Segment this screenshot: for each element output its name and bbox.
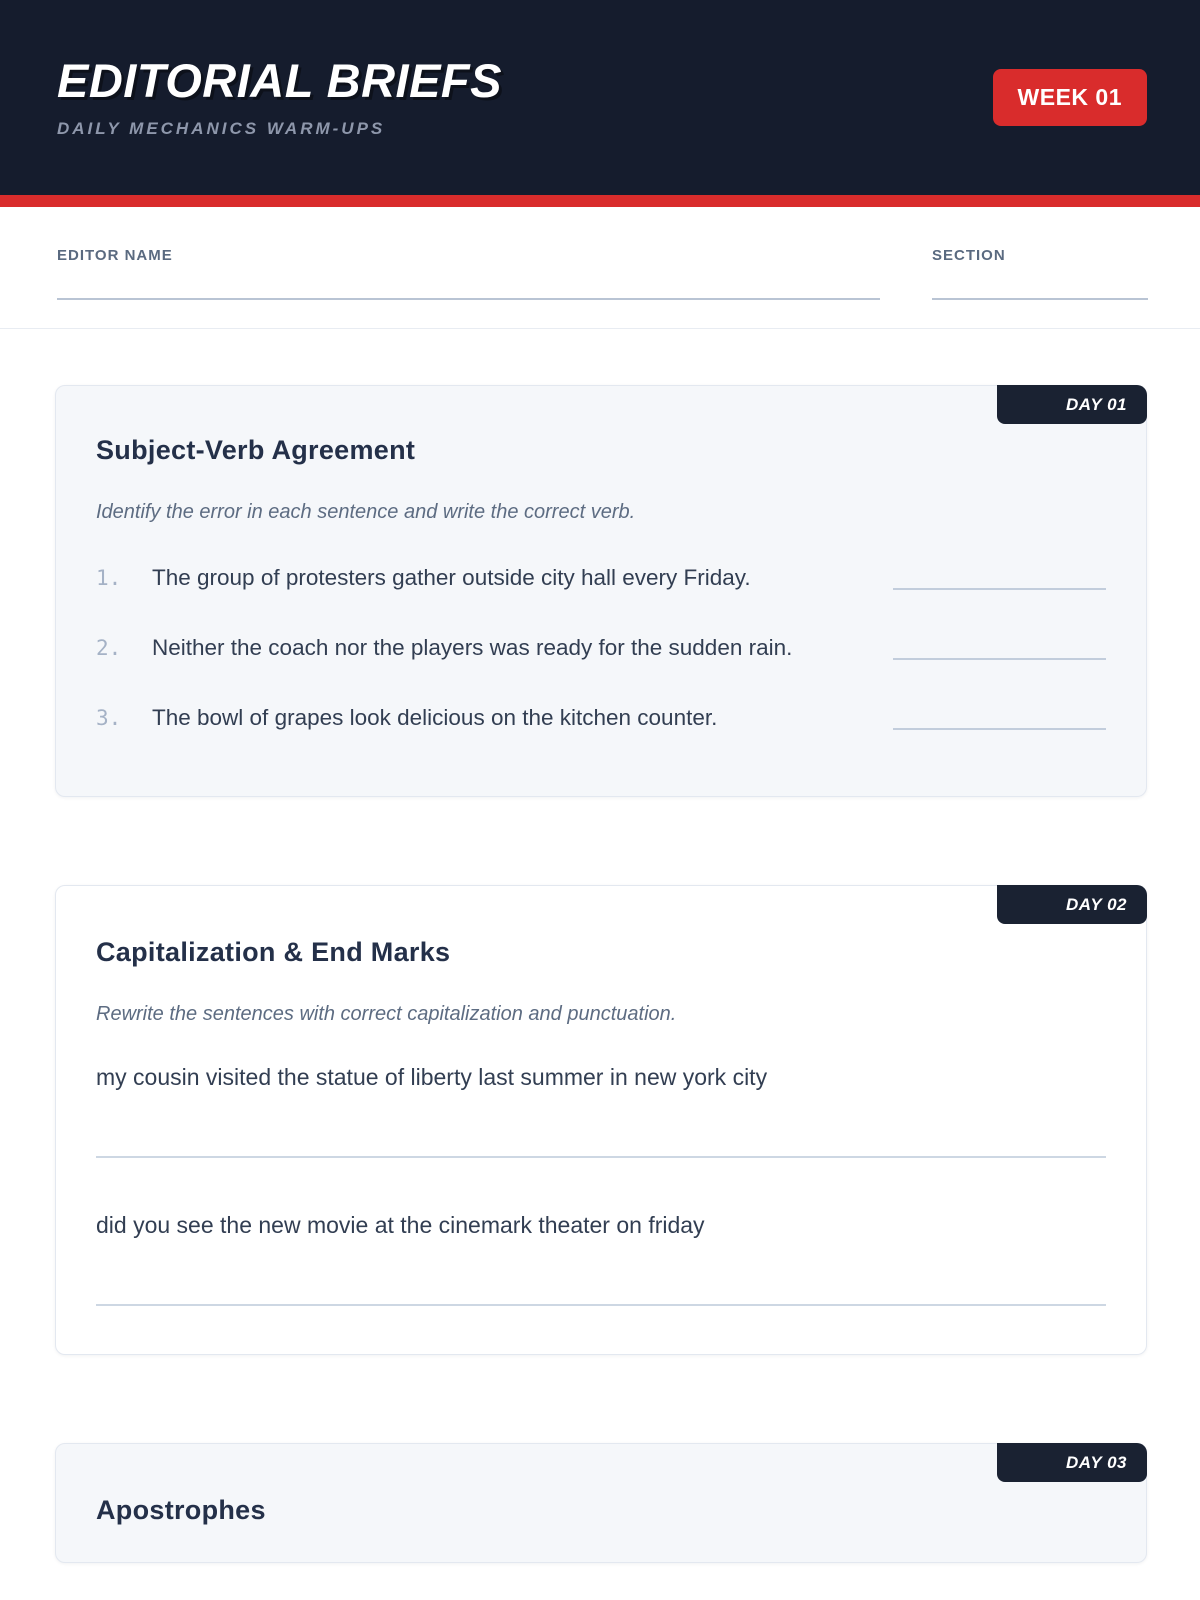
masthead-text-block (57, 53, 502, 139)
day-03-badge: DAY 03 (997, 1443, 1147, 1482)
accent-stripe (0, 195, 1200, 207)
day-card-02 (55, 885, 1147, 1355)
section-field (932, 247, 1148, 300)
exercise-item-3 (96, 698, 1106, 738)
page-title: EDITORIAL BRIEFS (57, 53, 502, 107)
item-sentence: The bowl of grapes look delicious on the kitchen counter. (152, 705, 718, 730)
day-02-instructions: Rewrite the sentences with correct capitalization and punctuation. (96, 1003, 677, 1025)
answer-blank-2[interactable] (893, 658, 1106, 660)
rewrite-answer-line-1[interactable] (96, 1156, 1106, 1158)
item-sentence: Neither the coach nor the players was ready for the sudden rain. (152, 635, 793, 660)
exercise-item-1 (96, 558, 1106, 598)
day-card-03 (55, 1443, 1147, 1563)
rewrite-item-1 (96, 1062, 1106, 1158)
editor-name-input-line[interactable] (57, 298, 880, 300)
day-01-instructions: Identify the error in each sentence and write the correct verb. (96, 501, 636, 523)
masthead (0, 0, 1200, 195)
day-01-badge: DAY 01 (997, 385, 1147, 424)
rewrite-answer-line-2[interactable] (96, 1304, 1106, 1306)
answer-blank-1[interactable] (893, 588, 1106, 590)
rewrite-sentence: did you see the new movie at the cinemark theater on friday (96, 1212, 705, 1238)
week-badge: WEEK 01 (993, 69, 1147, 126)
identity-row (0, 207, 1200, 329)
rewrite-item-2 (96, 1210, 1106, 1306)
item-sentence: The group of protesters gather outside city hall every Friday. (152, 565, 751, 590)
day-02-badge: DAY 02 (997, 885, 1147, 924)
item-number: 2. (96, 636, 122, 660)
page-subtitle: DAILY MECHANICS WARM-UPS (57, 119, 386, 139)
day-03-title: Apostrophes (96, 1495, 266, 1525)
section-input-line[interactable] (932, 298, 1148, 300)
editor-name-field (57, 247, 880, 300)
day-card-01 (55, 385, 1147, 797)
exercise-item-2 (96, 628, 1106, 668)
day-02-title: Capitalization & End Marks (96, 937, 451, 967)
editor-name-label: EDITOR NAME (57, 247, 173, 264)
answer-blank-3[interactable] (893, 728, 1106, 730)
item-number: 1. (96, 566, 122, 590)
item-number: 3. (96, 706, 122, 730)
rewrite-sentence: my cousin visited the statue of liberty last summer in new york city (96, 1064, 768, 1090)
worksheet-body (0, 329, 1200, 1563)
exercise-list (96, 558, 1106, 738)
day-01-title: Subject-Verb Agreement (96, 435, 416, 465)
section-label: SECTION (932, 247, 1006, 264)
